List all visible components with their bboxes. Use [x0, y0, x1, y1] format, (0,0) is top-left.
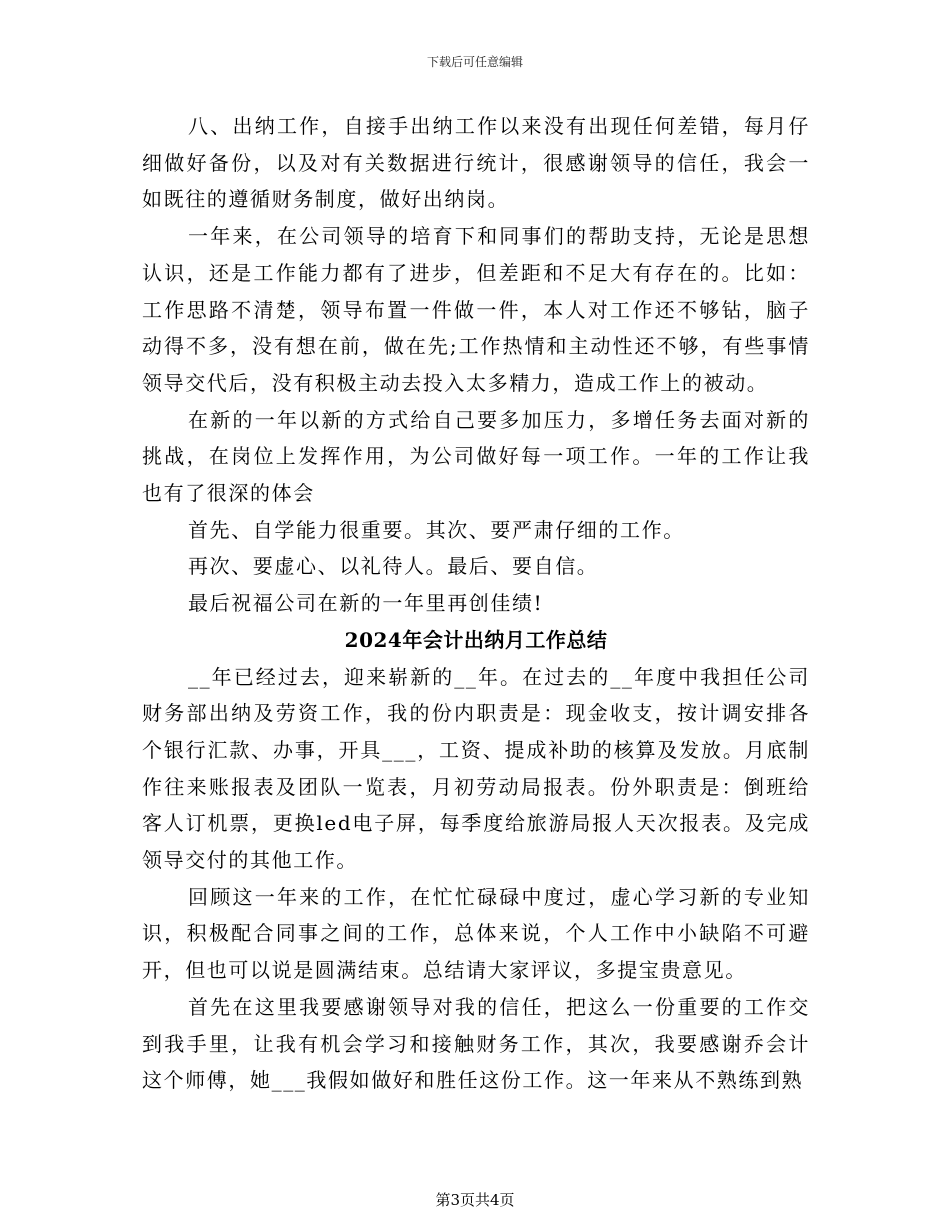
page-header: 下载后可任意编辑 — [426, 55, 523, 69]
section-title: 2024年会计出纳月工作总结 — [344, 627, 608, 652]
paragraph: 首先在这里我要感谢领导对我的信任，把这么一份重要的工作交到我手里，让我有机会学习和接触财务工作，其次，我要感谢乔会计这个师傅，她___我假如做好和胜任这份工作。这一年来从不熟练到熟 — [142, 994, 810, 1093]
document-body — [142, 108, 810, 1099]
paragraph: 在新的一年以新的方式给自己要多加压力，多增任务去面对新的挑战，在岗位上发挥作用，为公司做好每一项工作。一年的工作让我也有了很深的体会 — [142, 407, 810, 506]
paragraph: 首先、自学能力很重要。其次、要严肃仔细的工作。 — [188, 517, 685, 542]
page-footer: 第3页共4页 — [435, 1191, 515, 1209]
paragraph: 回顾这一年来的工作，在忙忙碌碌中度过，虚心学习新的专业知识，积极配合同事之间的工作，总体来说，个人工作中小缺陷不可避开，但也可以说是圆满结束。总结请大家评议，多提宝贵意见。 — [142, 884, 810, 983]
paragraph: 八、出纳工作，自接手出纳工作以来没有出现任何差错，每月仔细做好备份，以及对有关数据进行统计，很感谢领导的信任，我会一如既往的遵循财务制度，做好出纳岗。 — [142, 114, 810, 212]
paragraph: __年已经过去，迎来崭新的__年。在过去的__年度中我担任公司财务部出纳及劳资工作，我的份内职责是：现金收支，按计调安排各个银行汇款、办事，开具___，工资、提成补助的核算及发放。月底制作往来账报表及团队一览表，月初劳动局报表。份外职责是：倒班给客人订机票，更换led电子屏，每季度给旅游局报人天次报表。及完成领导交付的其他工作。 — [142, 664, 810, 873]
paragraph: 最后祝福公司在新的一年里再创佳绩! — [188, 591, 544, 616]
paragraph: 一年来，在公司领导的培育下和同事们的帮助支持，无论是思想认识，还是工作能力都有了进步，但差距和不足大有存在的。比如：工作思路不清楚，领导布置一件做一件，本人对工作还不够钻，脑子动得不多，没有想在前，做在先;工作热情和主动性还不够，有些事情领导交代后，没有积极主动去投入太多精力，造成工作上的被动。 — [142, 224, 810, 395]
paragraph: 再次、要虚心、以礼待人。最后、要自信。 — [188, 554, 599, 579]
